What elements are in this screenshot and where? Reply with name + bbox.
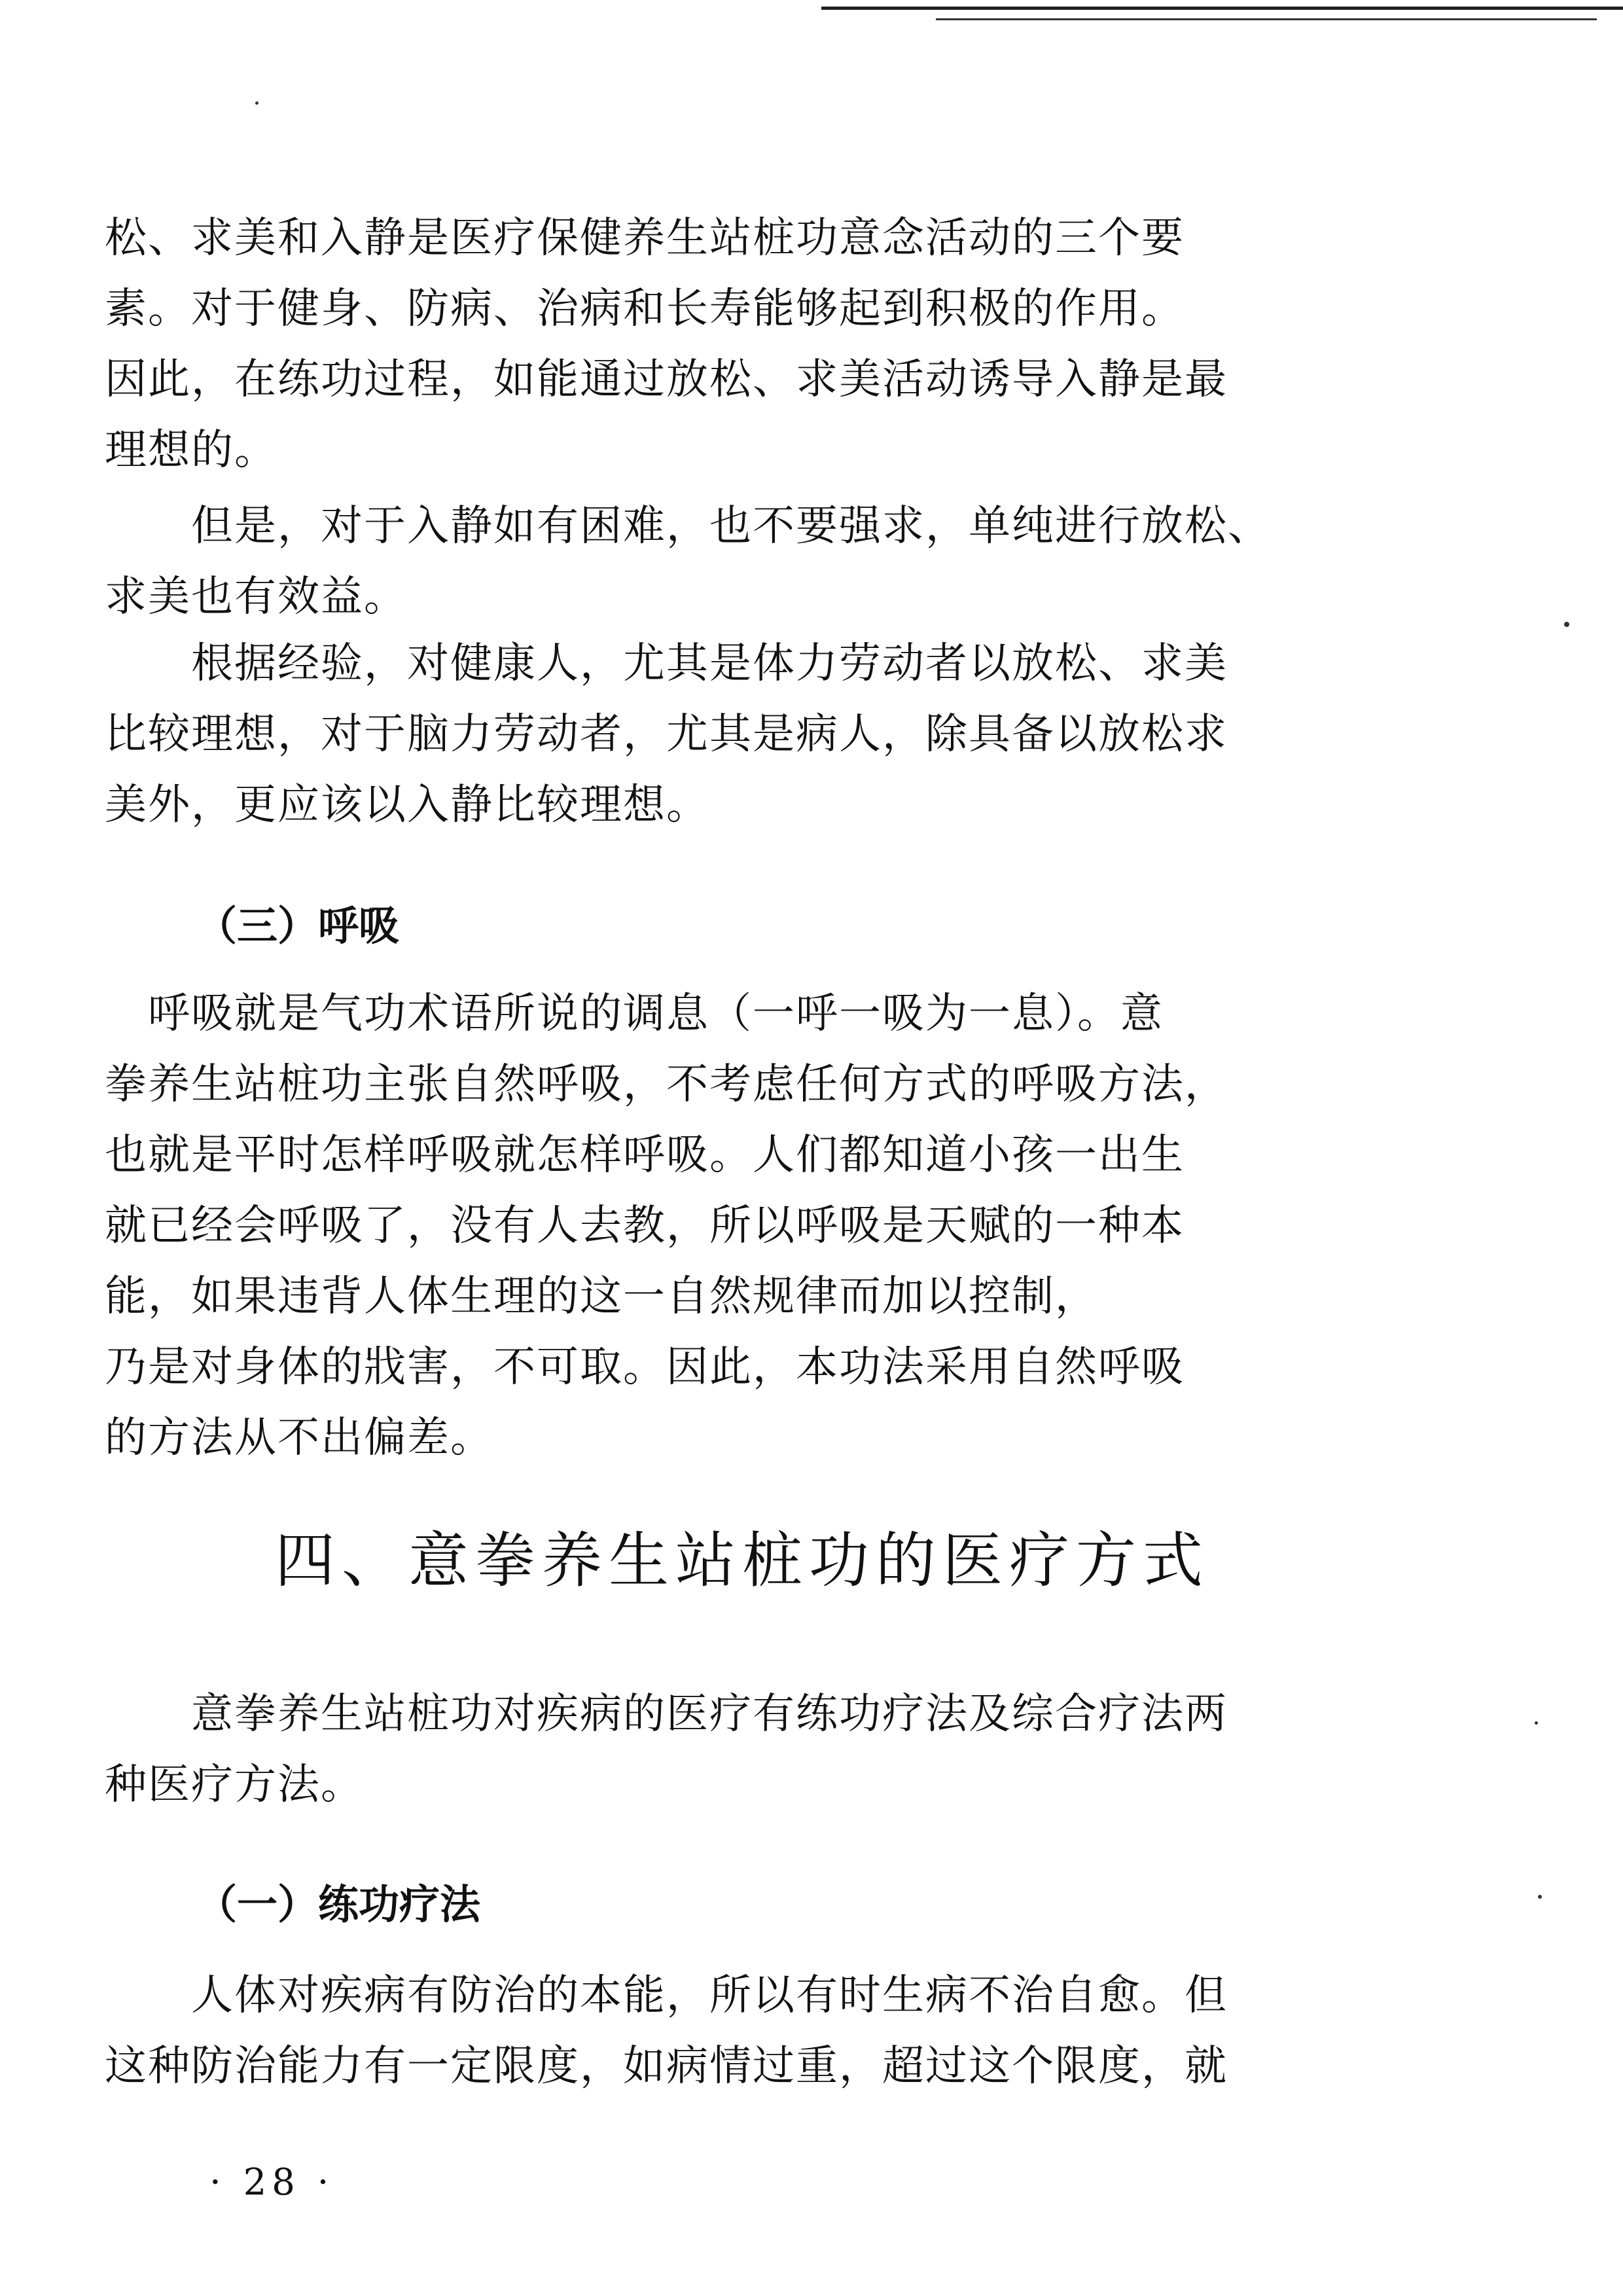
text-line: 因此，在练功过程，如能通过放松、求美活动诱导入静是最 [105,355,1228,404]
heading-exercise-therapy: （一）练功疗法 [196,1880,481,1928]
paragraph-experience [105,628,1342,840]
paragraph-breathing [105,978,1342,1473]
scan-speck [255,101,259,105]
text-line: 这种防治能力有一定限度，如病情过重，超过这个限度，就 [105,2042,1228,2090]
text-line: 但是，对于入静如有困难，也不要强求，单纯进行放松、 [105,502,1271,550]
text-line: 比较理想，对于脑力劳动者，尤其是病人，除具备以放松求 [105,710,1228,759]
paragraph-quietness [105,491,1342,632]
text-line: 意拳养生站桩功对疾病的医疗有练功疗法及综合疗法两 [105,1690,1228,1738]
text-line: 拳养生站桩功主张自然呼吸，不考虑任何方式的呼吸方法， [105,1060,1228,1109]
text-line: 种医疗方法。 [105,1761,364,1809]
section-title: 四、意拳养生站桩功的医疗方式 [275,1526,1210,1596]
text-line: 素。对于健身、防病、治病和长寿能够起到积极的作用。 [105,285,1185,333]
text-line: 也就是平时怎样呼吸就怎样呼吸。人们都知道小孩一出生 [105,1131,1185,1179]
text-line: 美外，更应该以入静比较理想。 [105,781,709,829]
text-line: 理想的。 [105,426,277,475]
page-number: · 28 · [209,2161,334,2204]
text-line: 乃是对身体的戕害，不可取。因此，本功法采用自然呼吸 [105,1343,1185,1391]
text-line: 能，如果违背人体生理的这一自然规律而加以控制， [105,1272,1098,1321]
scan-speck [1535,1721,1538,1725]
text-line: 呼吸就是气功术语所说的调息（一呼一吸为一息）。意 [105,990,1164,1038]
top-border-line [821,7,1623,10]
text-line: 就已经会呼吸了，没有人去教，所以呼吸是天赋的一种本 [105,1202,1185,1250]
scan-speck [1564,622,1569,627]
text-line: 松、求美和入静是医疗保健养生站桩功意念活动的三个要 [105,214,1185,262]
scan-speck [1538,1895,1542,1899]
paragraph-exercise-therapy [105,1960,1342,2102]
heading-breathing: （三）呼吸 [196,902,400,950]
paragraph-treatment-methods [105,1679,1342,1820]
text-line: 求美也有效益。 [105,573,407,621]
text-line: 人体对疾病有防治的本能，所以有时生病不治自愈。但 [105,1971,1228,2020]
text-line: 根据经验，对健康人，尤其是体力劳动者以放松、求美 [105,639,1228,688]
text-line: 的方法从不出偏差。 [105,1414,493,1462]
paragraph-relaxation-intro [105,203,1342,486]
top-border-line-secondary [936,18,1597,20]
